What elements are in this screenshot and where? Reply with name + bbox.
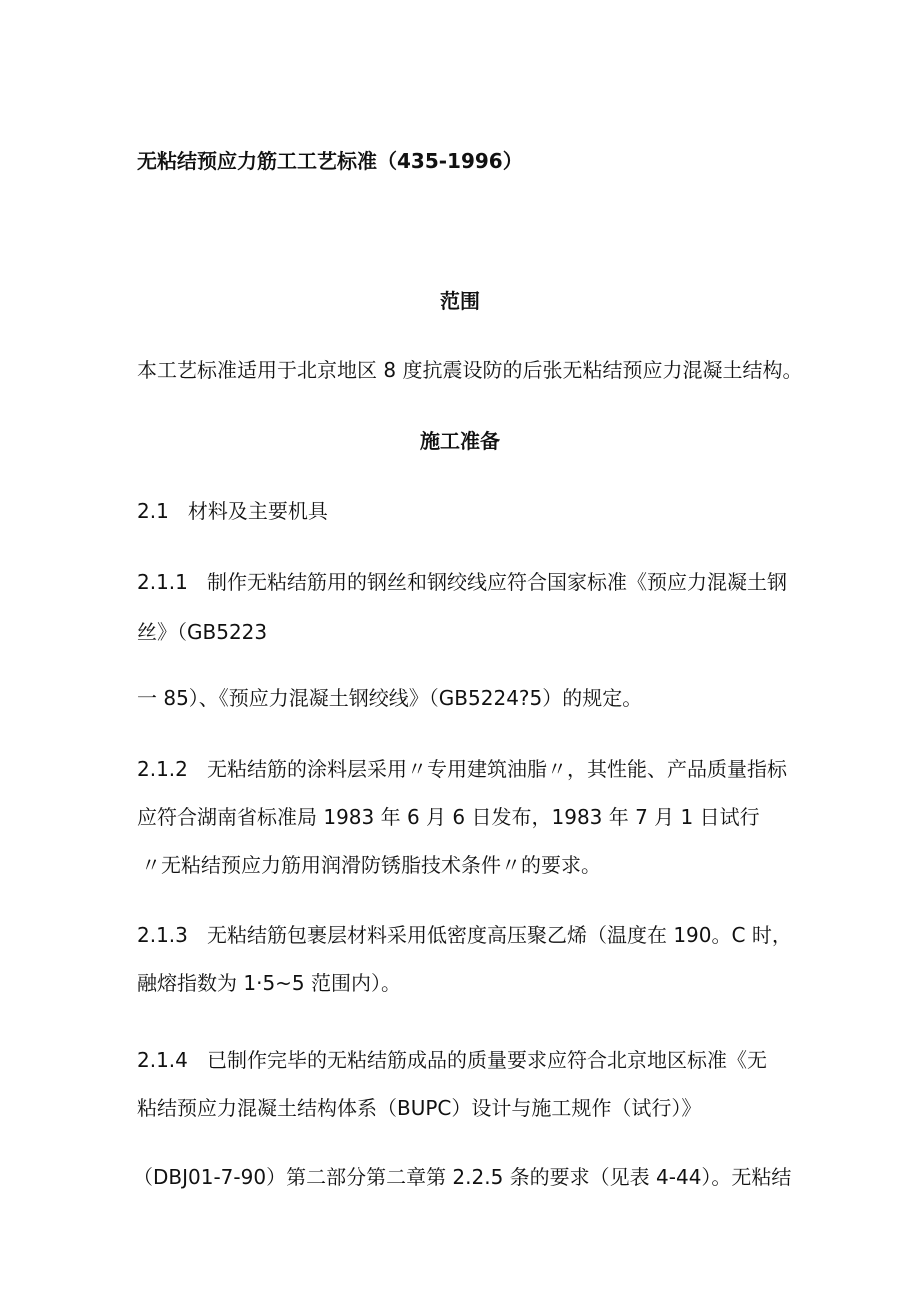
section-heading-preparation: 施工准备 [420, 429, 500, 453]
clause-2-1-2-line-2: 应符合湖南省标准局 1983 年 6 月 6 日发布，1983 年 7 月 1 日试行 [137, 805, 760, 829]
clause-2-1-4-line-3: （DBJ01-7-90）第二部分第二章第 2.2.5 条的要求（见表 4-44）。无粘结 [133, 1165, 792, 1189]
clause-2-1-3-line-1: 2.1.3 无粘结筋包裹层材料采用低密度高压聚乙烯（温度在 190。C 时， [137, 923, 792, 947]
clause-2-1-4-line-1: 2.1.4 已制作完毕的无粘结筋成品的质量要求应符合北京地区标准《无 [137, 1048, 767, 1072]
clause-2-1-3-line-2: 融熔指数为 1·5~5 范围内）。 [137, 971, 402, 995]
section-heading-scope: 范围 [440, 289, 480, 313]
clause-2-1-1-line-3: 一 85）、《预应力混凝土钢绞线》（GB5224?5）的规定。 [137, 686, 643, 710]
clause-2-1-4-line-2: 粘结预应力混凝土结构体系（BUPC）设计与施工规作（试行）》 [137, 1096, 702, 1120]
clause-2-1-2-line-1: 2.1.2 无粘结筋的涂料层采用〃专用建筑油脂〃，其性能、产品质量指标 [137, 757, 787, 781]
scope-paragraph: 本工艺标准适用于北京地区 8 度抗震设防的后张无粘结预应力混凝土结构。 [137, 358, 803, 382]
clause-2-1-1-line-2: 丝》（GB5223 [137, 620, 268, 644]
clause-2-1-1-line-1: 2.1.1 制作无粘结筋用的钢丝和钢绞线应符合国家标准《预应力混凝土钢 [137, 570, 787, 594]
subheading-materials: 2.1 材料及主要机具 [137, 499, 328, 523]
clause-2-1-2-line-3: 〃无粘结预应力筋用润滑防锈脂技术条件〃的要求。 [141, 853, 601, 877]
document-title: 无粘结预应力筋工工艺标准（435-1996） [137, 149, 523, 173]
